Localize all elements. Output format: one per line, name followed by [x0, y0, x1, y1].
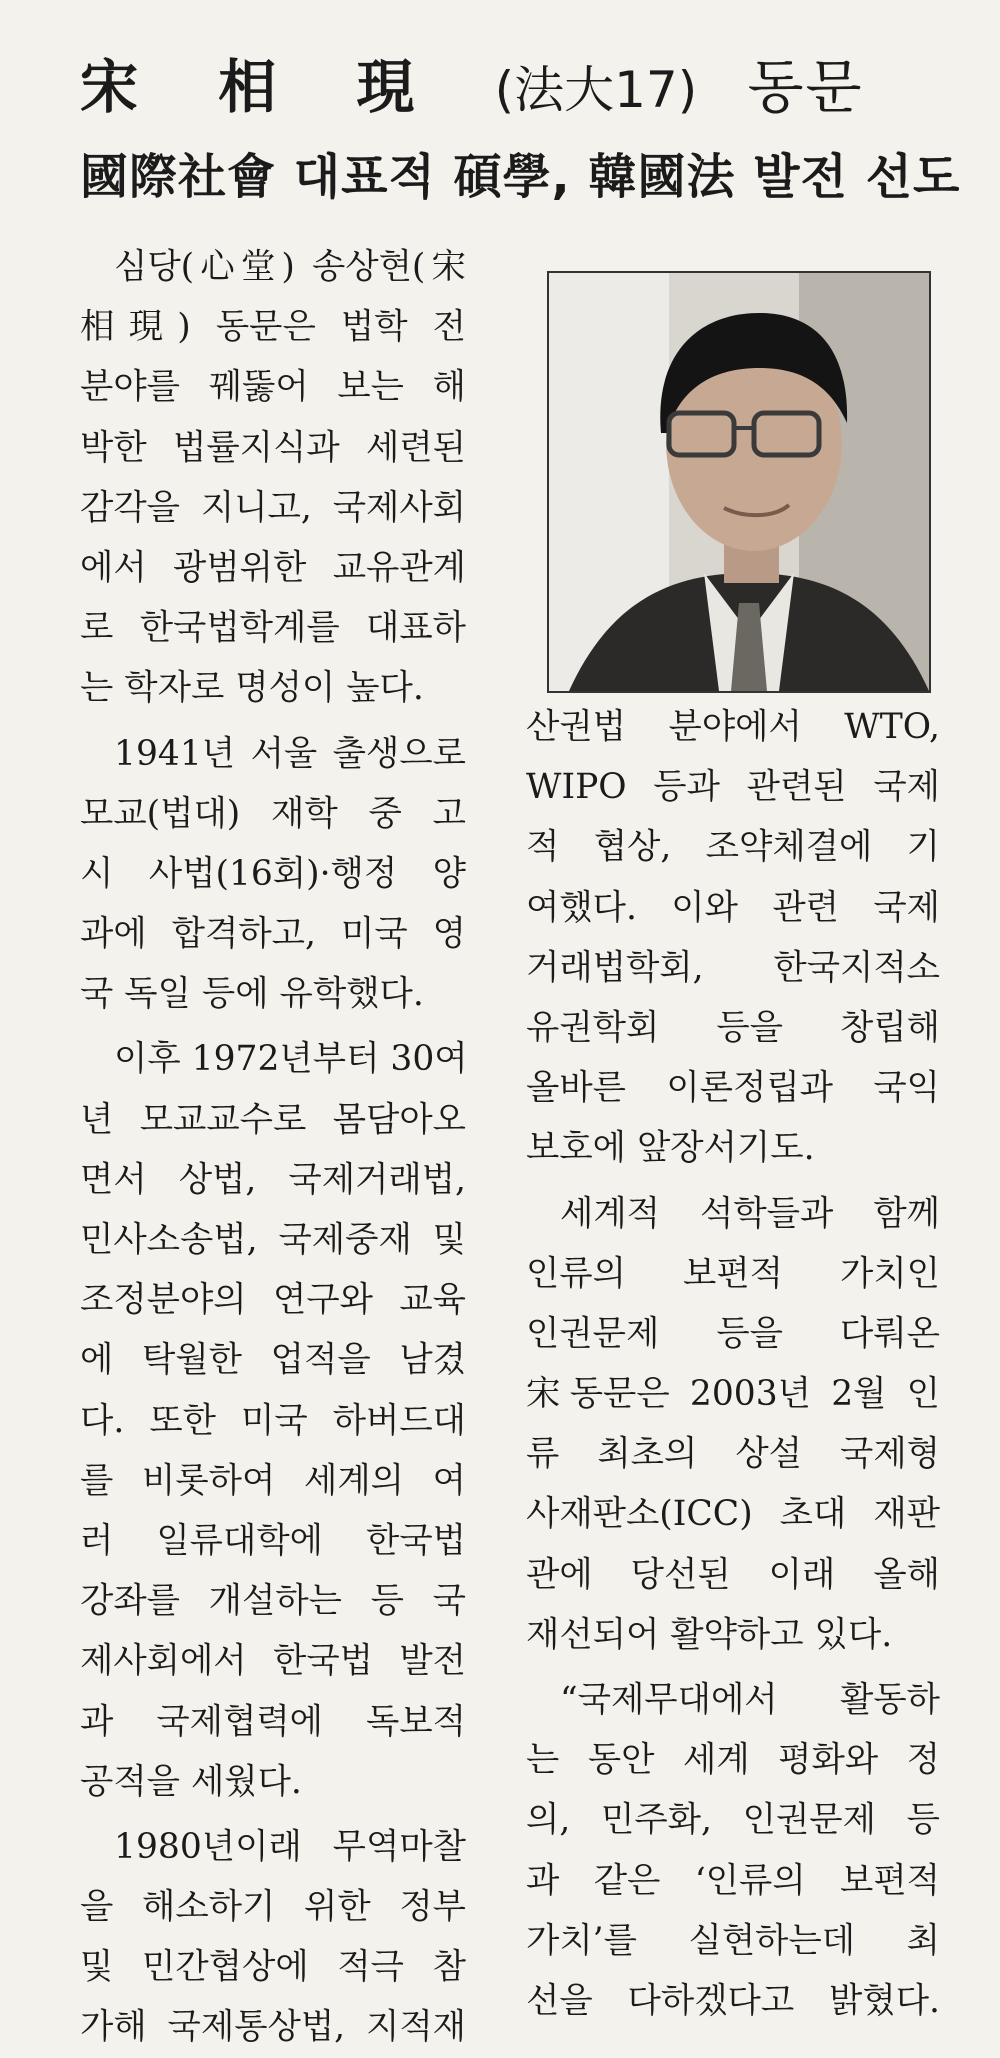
text-line: 관에 당선된 이래 올해 — [526, 1554, 940, 1595]
text-line: “국제무대에서 활동하 — [560, 1680, 940, 1720]
text-line: 을 해소하기 위한 정부 — [80, 1887, 466, 1928]
text-line: 사재판소(ICC) 초대 재판 — [526, 1494, 940, 1535]
text-line: 는 동안 세계 평화와 정 — [526, 1740, 940, 1781]
headline-affiliation: (法大17) — [494, 61, 698, 119]
text-line: 과에 합격하고, 미국 영 — [80, 914, 466, 955]
text-line: 시 사법(16회)·행정 양 — [80, 853, 466, 894]
portrait-photo — [547, 271, 931, 693]
text-line: 강좌를 개설하는 등 국 — [80, 1581, 466, 1622]
text-line: 면서 상법, 국제거래법, — [80, 1159, 466, 1200]
headline-name: 宋 相 現 — [80, 53, 445, 121]
text-line: 민사소송법, 국제중재 및 — [80, 1220, 466, 1260]
text-line: 에 탁월한 업적을 남겼 — [80, 1340, 466, 1381]
text-line: 相現) 동문은 법학 전 — [80, 307, 466, 348]
text-line: 여했다. 이와 관련 국제 — [526, 887, 940, 928]
text-line: 1941년 서울 출생으로 — [114, 733, 466, 774]
headline-suffix: 동문 — [747, 53, 864, 121]
text-line: 감각을 지니고, 국제사회 — [80, 487, 466, 528]
text-line: 세계적 석학들과 함께 — [560, 1193, 940, 1234]
text-line: 는 학자로 명성이 높다. — [80, 668, 424, 709]
text-line: 에서 광범위한 교유관계 — [80, 547, 466, 588]
text-line: WIPO 등과 관련된 국제 — [526, 767, 940, 808]
text-line: 류 최초의 상설 국제형 — [526, 1434, 940, 1475]
text-line: 의, 민주화, 인권문제 등 — [526, 1800, 940, 1841]
text-line: 및 민간협상에 적극 참 — [80, 1947, 466, 1988]
text-line: 국 독일 등에 유학했다. — [80, 974, 424, 1015]
text-line: 과 같은 ‘인류의 보편적 — [526, 1860, 940, 1901]
article-column-left — [80, 237, 466, 2058]
portrait-illustration — [549, 273, 929, 691]
text-line: 년 모교교수로 몸담아오 — [80, 1099, 466, 1140]
text-line: 러 일류대학에 한국법 — [80, 1520, 466, 1561]
text-line: 가해 국제통상법, 지적재 — [80, 2007, 466, 2048]
text-line: 적 협상, 조약체결에 기 — [526, 827, 940, 868]
text-line: 다. 또한 미국 하버드대 — [80, 1400, 466, 1441]
text-line: 가치’를 실현하는데 최 — [526, 1920, 940, 1961]
text-line: 산권법 분야에서 WTO, — [526, 707, 940, 747]
text-line: 올바른 이론정립과 국익 — [526, 1068, 940, 1109]
text-line: 재선되어 활약하고 있다. — [526, 1614, 893, 1655]
subheadline: 國際社會 대표적 碩學, 韓國法 발전 선도 — [80, 149, 961, 205]
text-line: 조정분야의 연구와 교육 — [80, 1280, 466, 1321]
text-line: 공적을 세웠다. — [80, 1761, 302, 1802]
text-line: 분야를 꿰뚫어 보는 해 — [80, 367, 466, 408]
text-line: 인권문제 등을 다뤄온 — [526, 1313, 940, 1354]
text-line: 제사회에서 한국법 발전 — [80, 1641, 466, 1682]
text-line: 모교(법대) 재학 중 고 — [80, 793, 466, 834]
text-line: 심당(心堂) 송상현(宋 — [114, 247, 466, 287]
text-line: 를 비롯하여 세계의 여 — [80, 1460, 466, 1501]
text-line: 인류의 보편적 가치인 — [526, 1253, 940, 1294]
text-line: 선을 다하겠다고 밝혔다. — [526, 1980, 940, 2021]
text-line: 이후 1972년부터 30여 — [114, 1039, 468, 1080]
text-line: 宋동문은 2003년 2월 인 — [526, 1374, 940, 1415]
text-line: 유권학회 등을 창립해 — [526, 1007, 940, 1048]
text-line: 로 한국법학계를 대표하 — [80, 608, 466, 649]
text-line: 보호에 앞장서기도. — [526, 1128, 815, 1169]
text-line: 1980년이래 무역마찰 — [114, 1826, 466, 1867]
headline — [80, 40, 864, 124]
text-line: 거래법학회, 한국지적소 — [526, 947, 940, 988]
article-column-right — [526, 697, 940, 2031]
text-line: 과 국제협력에 독보적 — [80, 1701, 466, 1742]
text-line: 박한 법률지식과 세련된 — [80, 427, 466, 468]
